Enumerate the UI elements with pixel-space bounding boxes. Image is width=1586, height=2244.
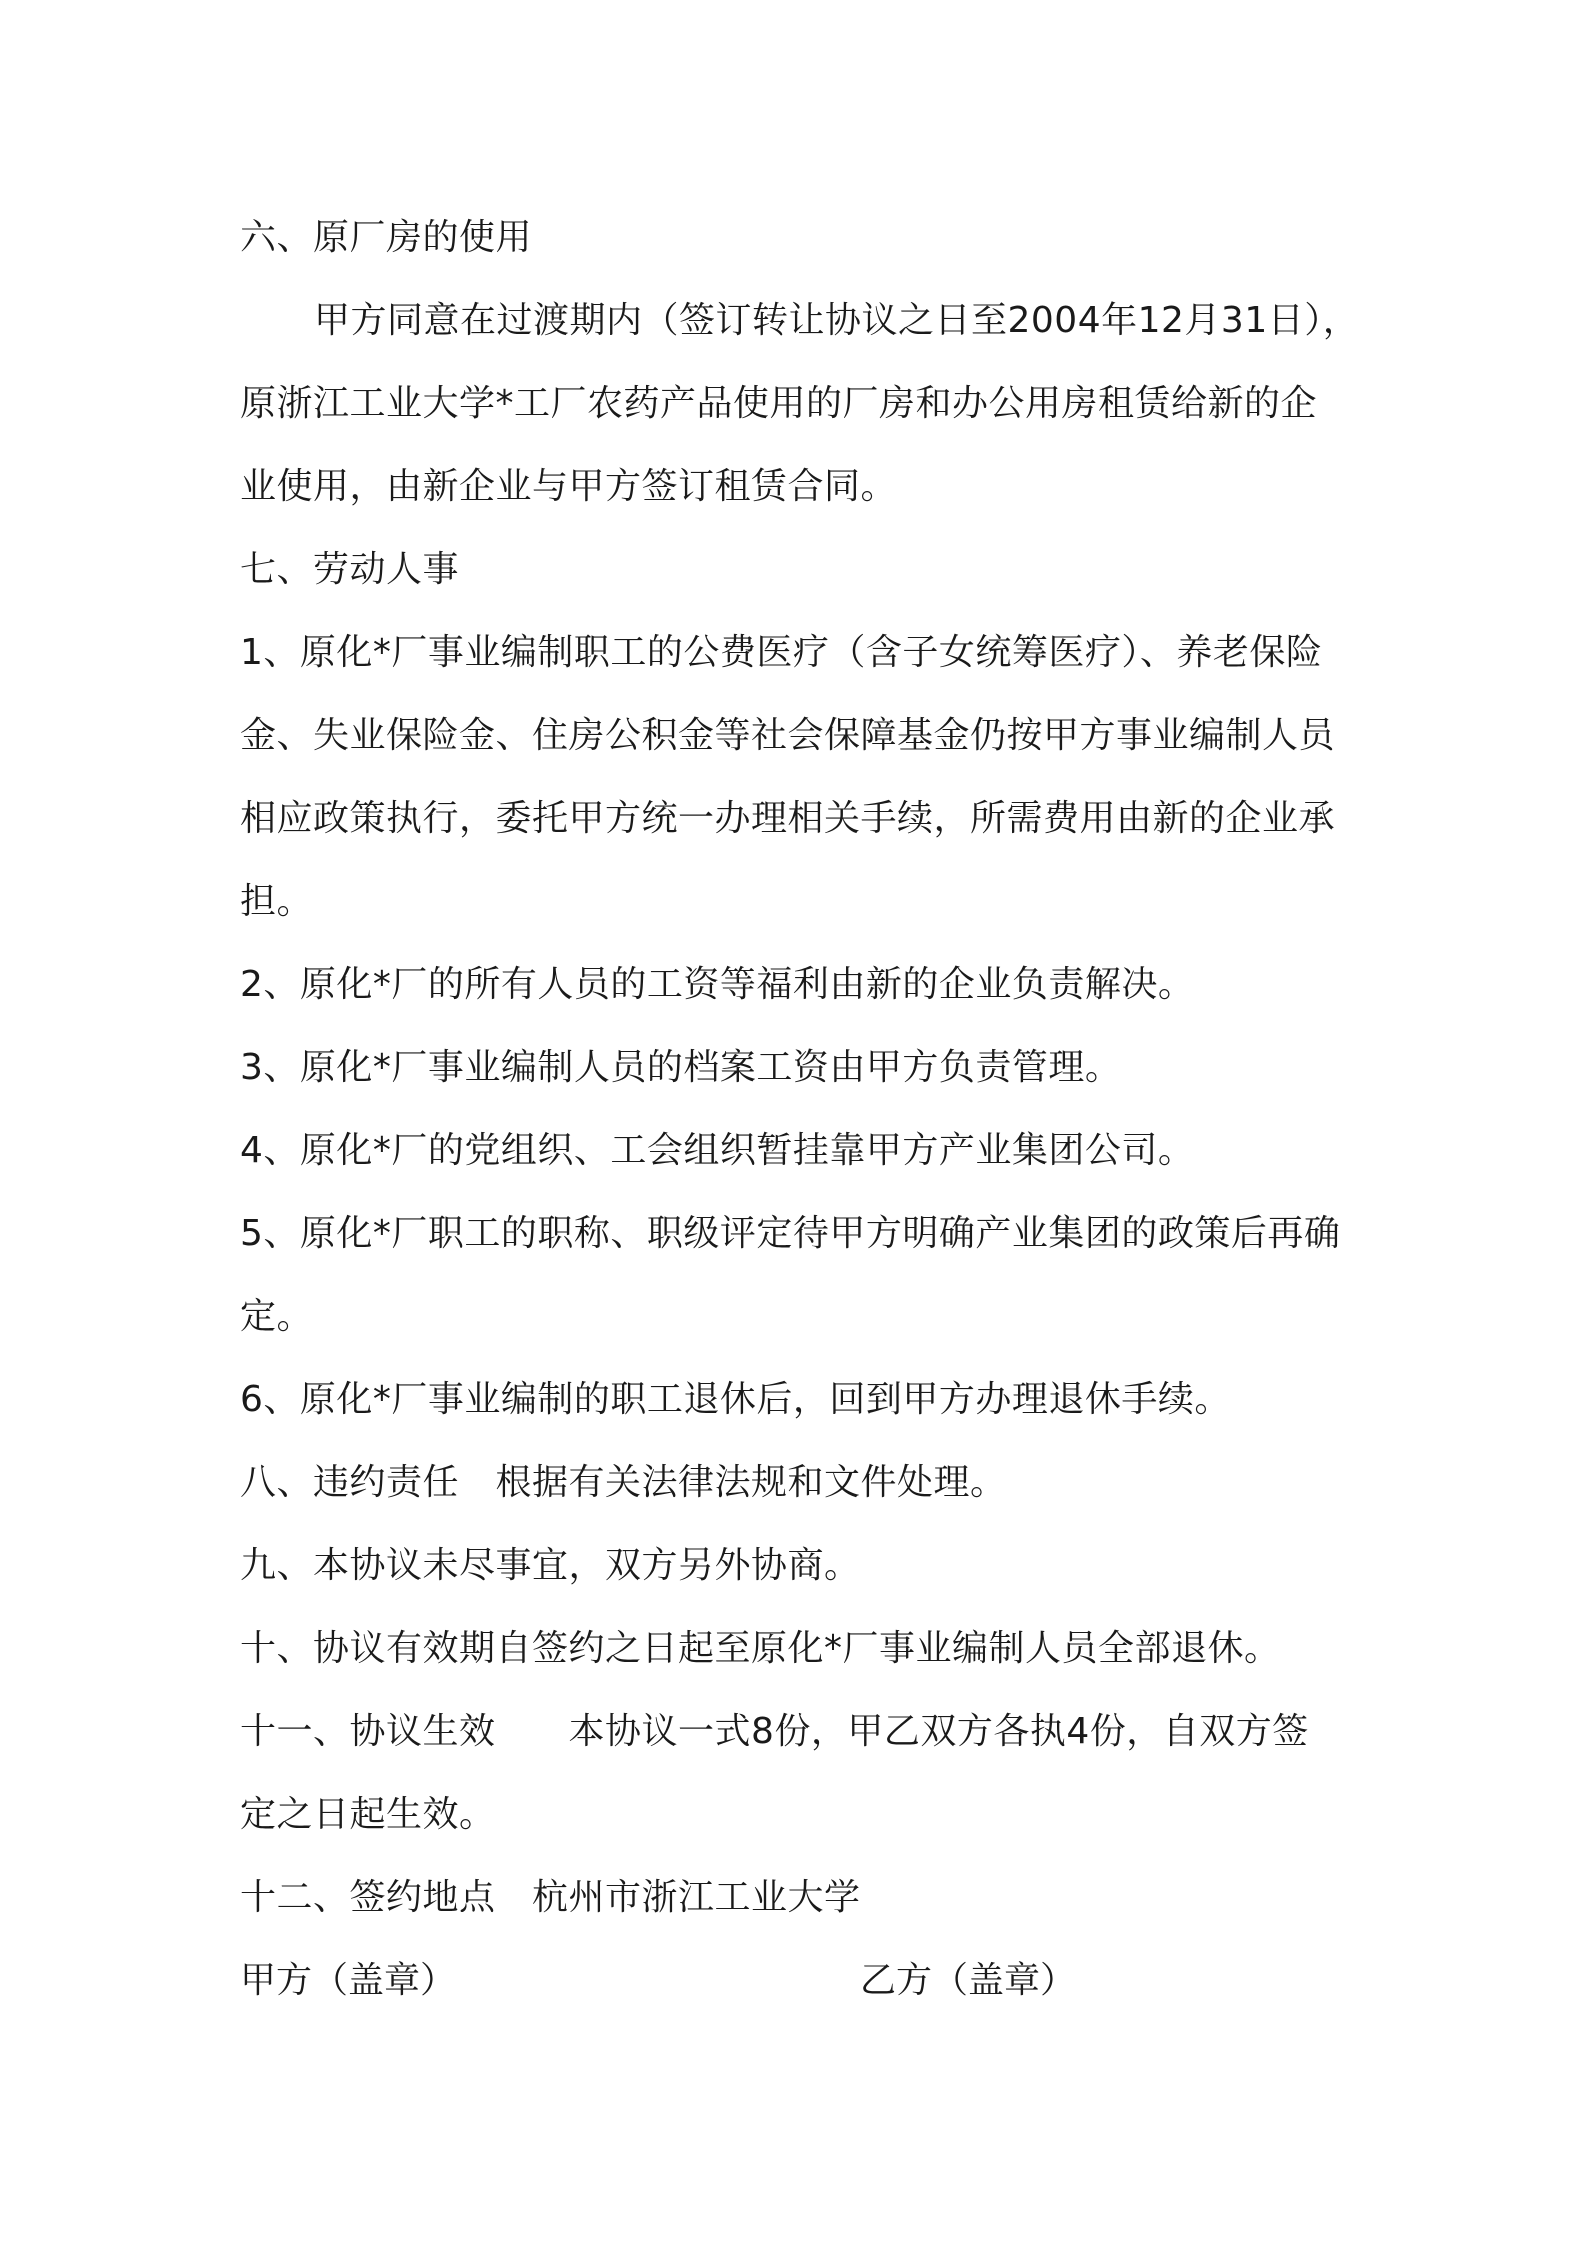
paragraph-line: 甲方同意在过渡期内（签订转让协议之日至2004年12月31日）， — [314, 300, 1360, 341]
section-heading-12: 十二、签约地点 杭州市浙江工业大学 — [240, 1877, 861, 1918]
clause-5: 5、原化*厂职工的职称、职级评定待甲方明确产业集团的政策后再确 — [240, 1213, 1341, 1254]
party-b-seal-label: 乙方（盖章） — [860, 1960, 1077, 2001]
clause-4: 4、原化*厂的党组织、工会组织暂挂靠甲方产业集团公司。 — [240, 1130, 1195, 1171]
clause-6: 6、原化*厂事业编制的职工退休后，回到甲方办理退休手续。 — [240, 1379, 1231, 1420]
party-a-seal-label: 甲方（盖章） — [240, 1960, 457, 2001]
section-heading-9: 九、本协议未尽事宜，双方另外协商。 — [240, 1545, 861, 1586]
paragraph-line: 定。 — [240, 1296, 314, 1337]
section-heading-6: 六、原厂房的使用 — [240, 217, 533, 258]
document-body — [240, 196, 1360, 2022]
section-heading-7: 七、劳动人事 — [240, 549, 460, 590]
section-heading-11: 十一、协议生效 本协议一式8份，甲乙双方各执4份，自双方签 — [240, 1711, 1309, 1752]
paragraph-line: 原浙江工业大学*工厂农药产品使用的厂房和办公用房租赁给新的企 — [240, 383, 1318, 424]
paragraph-line: 担。 — [240, 881, 314, 922]
paragraph-line: 金、失业保险金、住房公积金等社会保障基金仍按甲方事业编制人员 — [240, 715, 1336, 756]
clause-1: 1、原化*厂事业编制职工的公费医疗（含子女统筹医疗）、养老保险 — [240, 632, 1323, 673]
paragraph-line: 相应政策执行，委托甲方统一办理相关手续，所需费用由新的企业承 — [240, 798, 1336, 839]
signature-row — [240, 1939, 1360, 2022]
clause-2: 2、原化*厂的所有人员的工资等福利由新的企业负责解决。 — [240, 964, 1195, 1005]
clause-3: 3、原化*厂事业编制人员的档案工资由甲方负责管理。 — [240, 1047, 1122, 1088]
paragraph-line: 定之日起生效。 — [240, 1794, 496, 1835]
section-heading-8: 八、违约责任 根据有关法律法规和文件处理。 — [240, 1462, 1007, 1503]
paragraph-line: 业使用，由新企业与甲方签订租赁合同。 — [240, 466, 898, 507]
section-heading-10: 十、协议有效期自签约之日起至原化*厂事业编制人员全部退休。 — [240, 1628, 1281, 1669]
